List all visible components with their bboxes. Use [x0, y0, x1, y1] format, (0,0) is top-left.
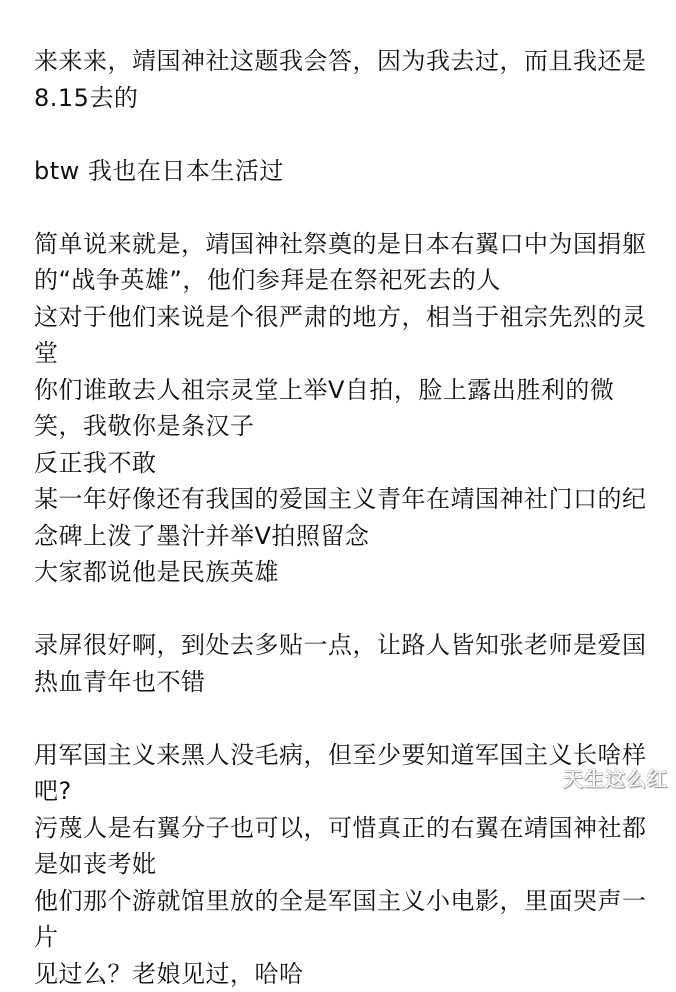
text-line: 反正我不敢 — [34, 445, 654, 482]
blank-line — [34, 116, 654, 153]
text-line: 大家都说他是民族英雄 — [34, 554, 654, 591]
text-line: 来来来，靖国神社这题我会答，因为我去过，而且我还是 — [34, 43, 654, 80]
text-line: 的“战争英雄”，他们参拜是在祭祀死去的人 — [34, 262, 654, 299]
text-line: 用军国主义来黑人没毛病，但至少要知道军国主义长啥样 — [34, 737, 654, 774]
text-line: 你们谁敢去人祖宗灵堂上举V自拍，脸上露出胜利的微 — [34, 372, 654, 409]
text-line: 笑，我敬你是条汉子 — [34, 408, 654, 445]
text-line: 热血青年也不错 — [34, 664, 654, 701]
text-line: 污蔑人是右翼分子也可以，可惜真正的右翼在靖国神社都 — [34, 810, 654, 847]
text-line: 吧? — [34, 773, 654, 810]
text-line: 简单说来就是，靖国神社祭奠的是日本右翼口中为国捐躯 — [34, 226, 654, 263]
blank-line — [34, 591, 654, 628]
text-line: 8.15去的 — [34, 80, 654, 117]
text-line: 某一年好像还有我国的爱国主义青年在靖国神社门口的纪 — [34, 481, 654, 518]
text-line: 是如丧考妣 — [34, 846, 654, 883]
text-line: 见过么？老娘见过，哈哈 — [34, 956, 654, 992]
text-line: 他们那个游就馆里放的全是军国主义小电影，里面哭声一 — [34, 883, 654, 920]
watermark: 天生这么红 — [563, 763, 668, 792]
text-line: 念碑上泼了墨汁并举V拍照留念 — [34, 518, 654, 555]
text-line: 片 — [34, 919, 654, 956]
post-text — [34, 43, 654, 992]
blank-line — [34, 189, 654, 226]
text-line: 堂 — [34, 335, 654, 372]
text-line: 录屏很好啊，到处去多贴一点，让路人皆知张老师是爱国 — [34, 627, 654, 664]
text-line: 这对于他们来说是个很严肃的地方，相当于祖宗先烈的灵 — [34, 299, 654, 336]
text-line: btw 我也在日本生活过 — [34, 153, 654, 190]
blank-line — [34, 700, 654, 737]
